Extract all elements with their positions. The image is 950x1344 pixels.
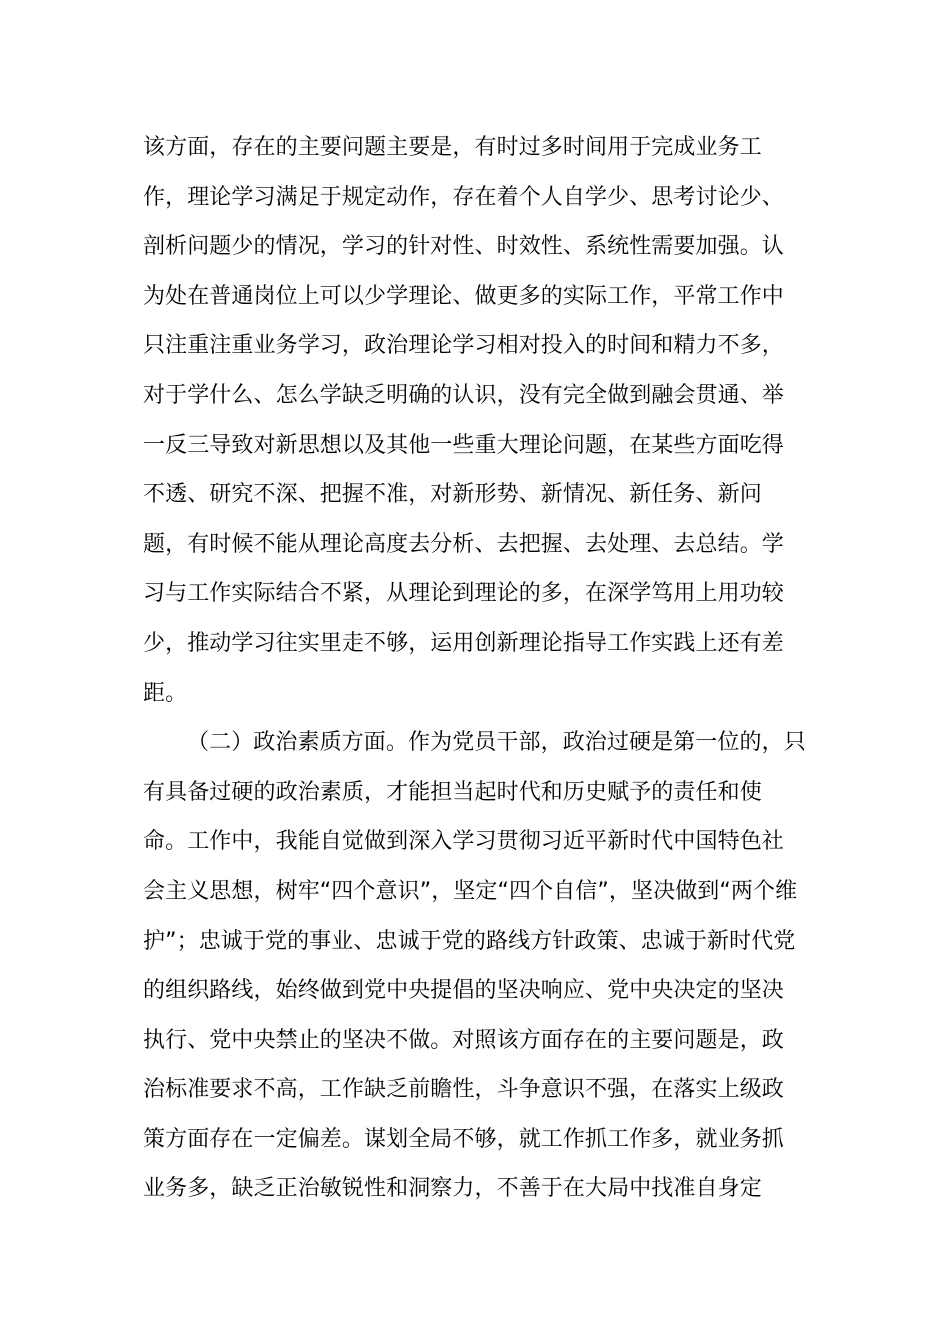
text-line: 的组织路线，始终做到党中央提倡的坚决响应、党中央决定的坚决: [143, 978, 784, 1004]
text-line: 业务多，缺乏正治敏锐性和洞察力，不善于在大局中找准自身定: [143, 1176, 762, 1202]
text-line: 有具备过硬的政治素质，才能担当起时代和历史赋予的责任和使: [143, 779, 762, 805]
text-line: 策方面存在一定偏差。谋划全局不够，就工作抓工作多，就业务抓: [143, 1126, 784, 1152]
section-heading-line: （二）政治素质方面。作为党员干部，政治过硬是第一位的，只: [187, 730, 806, 756]
text-line: 命。工作中，我能自觉做到深入学习贯彻习近平新时代中国特色社: [143, 829, 784, 855]
text-line: 作，理论学习满足于规定动作，存在着个人自学少、思考讨论少、: [143, 184, 784, 210]
text-line: 习与工作实际结合不紧，从理论到理论的多，在深学笃用上用功较: [143, 581, 784, 607]
text-line: 治标准要求不高，工作缺乏前瞻性，斗争意识不强，在落实上级政: [143, 1077, 784, 1103]
text-line: 会主义思想，树牢“四个意识”，坚定“四个自信”，坚决做到“两个维: [143, 878, 798, 904]
text-line: 该方面，存在的主要问题主要是，有时过多时间用于完成业务工: [143, 135, 762, 160]
text-line: 护”；忠诚于党的事业、忠诚于党的路线方针政策、忠诚于新时代党: [143, 928, 796, 954]
text-line: 剖析问题少的情况，学习的针对性、时效性、系统性需要加强。认: [143, 234, 784, 260]
body-text: [143, 123, 807, 1214]
text-line: 少，推动学习往实里走不够，运用创新理论指导工作实践上还有差: [143, 630, 784, 656]
text-line: 为处在普通岗位上可以少学理论、做更多的实际工作，平常工作中: [143, 283, 784, 309]
text-line: 只注重注重业务学习，政治理论学习相对投入的时间和精力不多，: [143, 333, 784, 359]
text-line: 执行、党中央禁止的坚决不做。对照该方面存在的主要问题是，政: [143, 1027, 784, 1053]
text-line: 一反三导致对新思想以及其他一些重大理论问题，在某些方面吃得: [143, 432, 784, 458]
text-line: 对于学什么、怎么学缺乏明确的认识，没有完全做到融会贯通、举: [143, 382, 784, 408]
text-line: 不透、研究不深、把握不准，对新形势、新情况、新任务、新问: [143, 482, 762, 508]
text-line: 题，有时候不能从理论高度去分析、去把握、去处理、去总结。学: [143, 531, 784, 557]
text-line: 距。: [143, 680, 188, 706]
